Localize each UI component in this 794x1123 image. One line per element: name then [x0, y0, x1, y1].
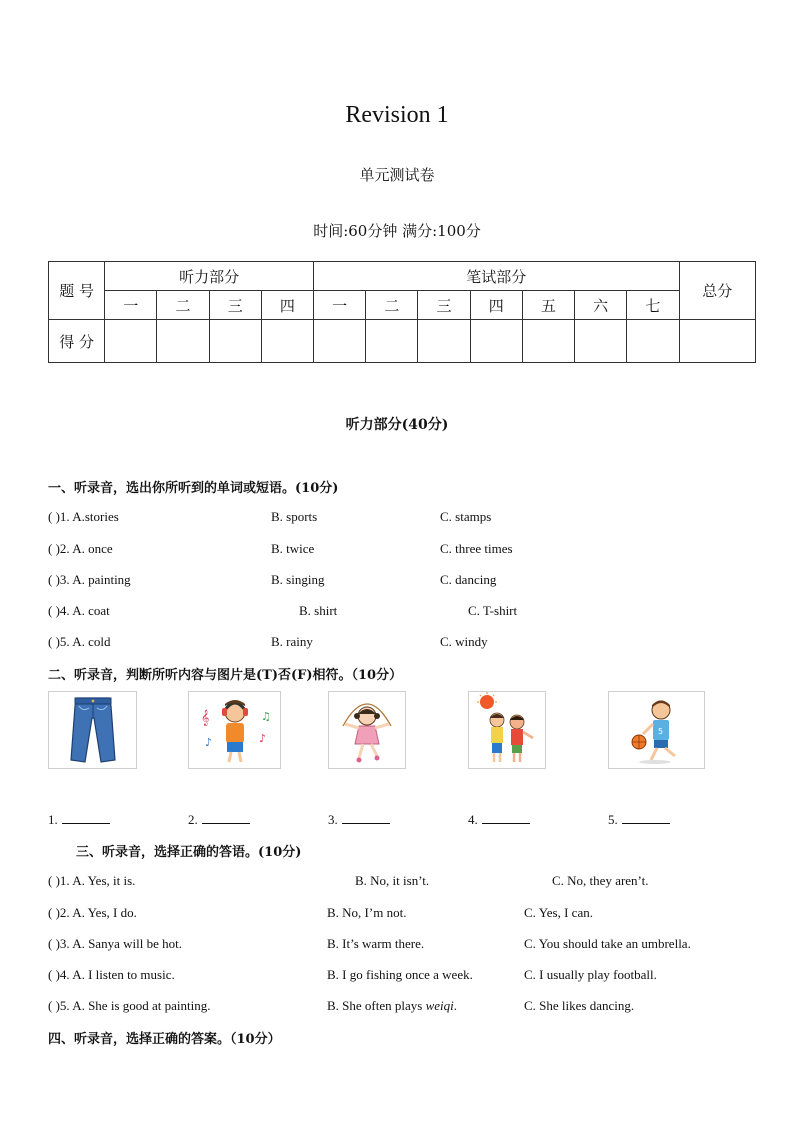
- writing-group-header: 笔试部分: [314, 262, 680, 291]
- s1-q3-b: B. singing: [271, 572, 325, 587]
- score-cell[interactable]: [314, 320, 366, 363]
- s1-q1-b: B. sports: [271, 509, 318, 524]
- s3-q5-a: ( )5. A. She is good at painting.: [48, 998, 211, 1013]
- s2-answer-label: 2.: [188, 812, 198, 827]
- s1-q1-a: ( )1. A.stories: [48, 509, 119, 524]
- listening-col: 四: [261, 291, 313, 320]
- s3-q1-c: C. No, they aren’t.: [552, 873, 649, 888]
- writing-col: 五: [522, 291, 574, 320]
- s3-q4-c: C. I usually play football.: [524, 967, 657, 982]
- s1-q5-a: ( )5. A. cold: [48, 634, 111, 649]
- s3-q5-b-pre: B. She often plays: [327, 998, 426, 1013]
- s1-q4-a: ( )4. A. coat: [48, 603, 110, 618]
- s3-q2-a: ( )2. A. Yes, I do.: [48, 905, 137, 920]
- writing-col: 三: [418, 291, 470, 320]
- answer-blank[interactable]: [342, 811, 390, 824]
- jeans-icon: [48, 691, 137, 769]
- writing-col: 二: [366, 291, 418, 320]
- svg-text:♫: ♫: [261, 710, 271, 723]
- section1-heading: 一、听录音，选出你所听到的单词或短语。(10分): [48, 481, 339, 496]
- s1-q5-b: B. rainy: [271, 634, 313, 649]
- svg-text:𝄞: 𝄞: [201, 710, 210, 726]
- score-cell[interactable]: [366, 320, 418, 363]
- basketball-icon: [608, 691, 705, 769]
- s2-answer-label: 1.: [48, 812, 58, 827]
- s1-q2-b: B. twice: [271, 541, 315, 556]
- s3-q5-b-em: weiqi: [425, 998, 454, 1013]
- score-cell[interactable]: [261, 320, 313, 363]
- s3-q1-a: ( )1. A. Yes, it is.: [48, 873, 136, 888]
- score-cell[interactable]: [522, 320, 574, 363]
- s1-q5-c: C. windy: [440, 634, 488, 649]
- s1-q2-a: ( )2. A. once: [48, 541, 113, 556]
- svg-text:♪: ♪: [205, 736, 213, 749]
- s1-q4-c: C. T-shirt: [468, 603, 518, 618]
- listening-group-header: 听力部分: [105, 262, 314, 291]
- svg-text:♪: ♪: [259, 732, 267, 745]
- section3-heading: 三、听录音，选择正确的答语。(10分): [76, 845, 302, 860]
- music-listening-icon: [188, 691, 281, 769]
- s2-answer-3[interactable]: [328, 811, 390, 828]
- total-header: 总分: [679, 262, 755, 320]
- s2-answer-1[interactable]: [48, 811, 110, 828]
- s2-answer-2[interactable]: [188, 811, 250, 828]
- s1-q2-c: C. three times: [440, 541, 513, 556]
- s3-q5-c: C. She likes dancing.: [524, 998, 635, 1013]
- score-cell-total[interactable]: [679, 320, 755, 363]
- s2-answer-label: 4.: [468, 812, 478, 827]
- s2-answer-label: 5.: [608, 812, 618, 827]
- row-label-score: 得 分: [49, 320, 105, 363]
- listening-col: 三: [209, 291, 261, 320]
- s3-q3-b: B. It’s warm there.: [327, 936, 425, 951]
- s3-q3-c: C. You should take an umbrella.: [524, 936, 691, 951]
- answer-blank[interactable]: [62, 811, 110, 824]
- writing-col: 四: [470, 291, 522, 320]
- score-table: [48, 261, 756, 363]
- answer-blank[interactable]: [622, 811, 670, 824]
- s1-q1-c: C. stamps: [440, 509, 492, 524]
- score-cell[interactable]: [209, 320, 261, 363]
- svg-text:5: 5: [658, 727, 664, 736]
- answer-blank[interactable]: [202, 811, 250, 824]
- writing-col: 六: [575, 291, 627, 320]
- page-title: Revision 1: [345, 102, 449, 128]
- listening-col: 一: [105, 291, 157, 320]
- s3-q5-b: [327, 998, 457, 1014]
- score-cell[interactable]: [418, 320, 470, 363]
- s3-q4-b: B. I go fishing once a week.: [327, 967, 473, 982]
- s1-q3-a: ( )3. A. painting: [48, 572, 131, 587]
- s3-q4-a: ( )4. A. I listen to music.: [48, 967, 175, 982]
- section4-heading: 四、听录音，选择正确的答案。（10分）: [48, 1032, 281, 1047]
- writing-col: 一: [314, 291, 366, 320]
- s2-answer-5[interactable]: [608, 811, 670, 828]
- listening-col: 二: [157, 291, 209, 320]
- s1-q4-b: B. shirt: [299, 603, 338, 618]
- page-subtitle: 单元测试卷: [359, 166, 435, 184]
- score-cell[interactable]: [627, 320, 679, 363]
- s1-q3-c: C. dancing: [440, 572, 497, 587]
- jump-rope-icon: [328, 691, 406, 769]
- s3-q2-c: C. Yes, I can.: [524, 905, 593, 920]
- s3-q1-b: B. No, it isn’t.: [355, 873, 430, 888]
- score-cell[interactable]: [157, 320, 209, 363]
- s2-answer-4[interactable]: [468, 811, 530, 828]
- listening-part-title: 听力部分(40分): [345, 417, 449, 433]
- answer-blank[interactable]: [482, 811, 530, 824]
- s3-q2-b: B. No, I’m not.: [327, 905, 407, 920]
- exam-time-info: 时间:60分钟 满分:100分: [313, 222, 481, 240]
- section2-heading: 二、听录音，判断所听内容与图片是(T)否(F)相符。（10分）: [48, 668, 403, 683]
- hot-sun-friends-icon: [468, 691, 546, 769]
- s2-answer-label: 3.: [328, 812, 338, 827]
- score-cell[interactable]: [575, 320, 627, 363]
- score-cell[interactable]: [470, 320, 522, 363]
- row-label-number: 题 号: [49, 262, 105, 320]
- score-cell[interactable]: [105, 320, 157, 363]
- s3-q3-a: ( )3. A. Sanya will be hot.: [48, 936, 182, 951]
- writing-col: 七: [627, 291, 679, 320]
- s3-q5-b-post: .: [453, 998, 457, 1013]
